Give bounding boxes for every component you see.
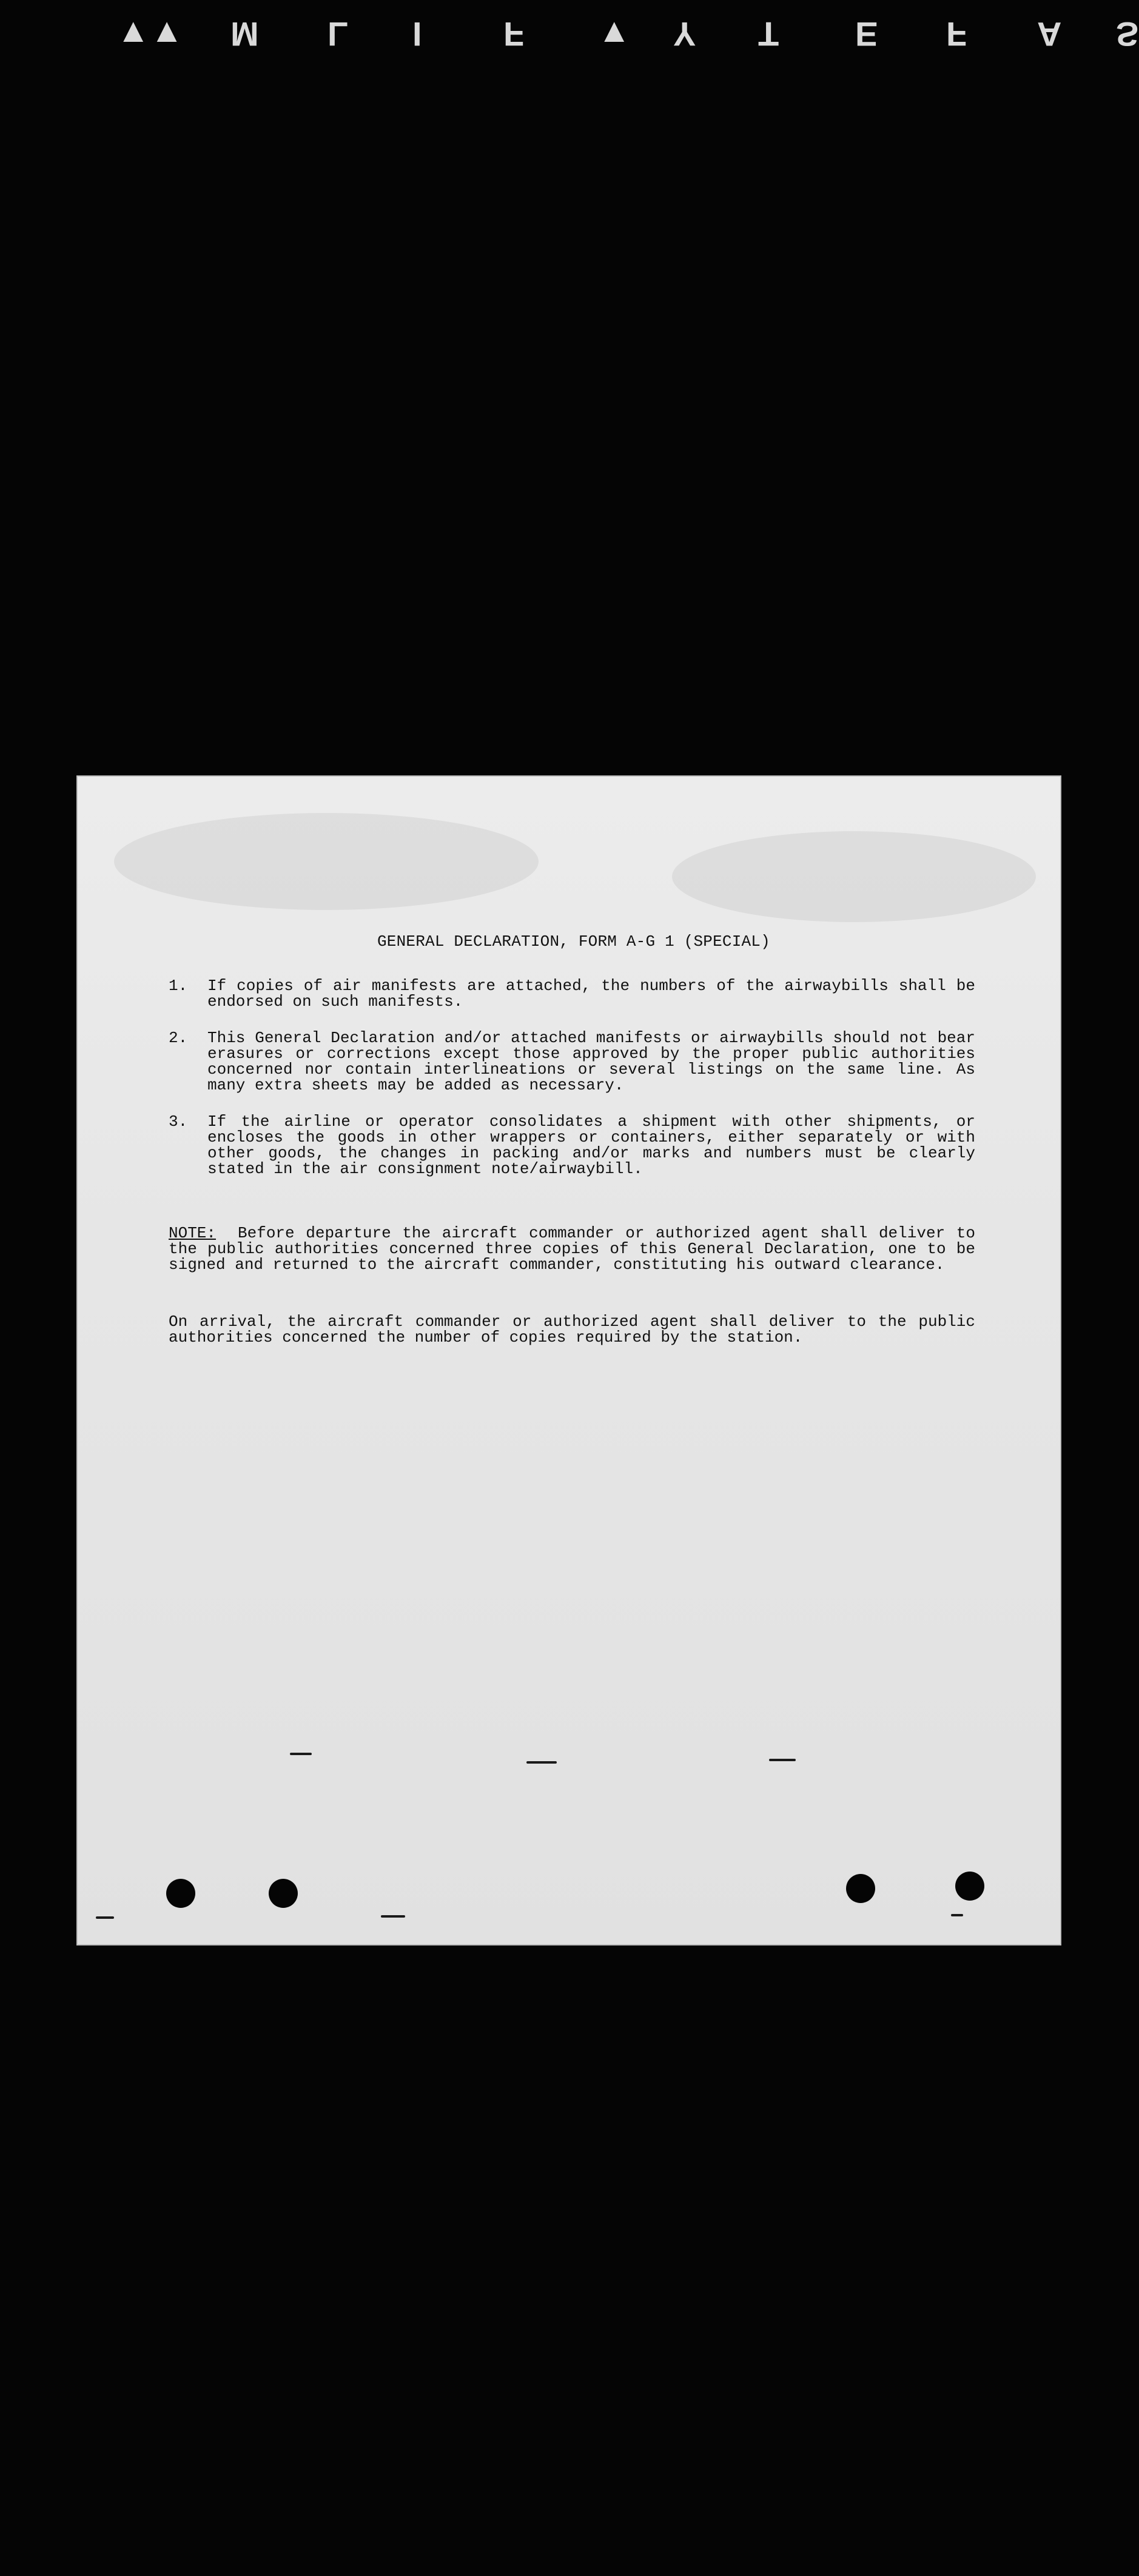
film-edge-mark: ▼ (597, 15, 631, 53)
punch-hole (166, 1879, 195, 1908)
punch-hole (846, 1874, 875, 1903)
punch-hole (955, 1872, 984, 1901)
note-paragraph (169, 1225, 975, 1273)
bleed-through-shadow (114, 813, 539, 910)
film-edge-mark: L (328, 15, 349, 53)
item-text: If the airline or operator consolidates a shipment with other shipments, or encloses the goods in other wrappers or containers, either separately or with other goods, the changes in packing and/or marks and numbers must be clearly stated in the air consignment note/airwaybill. (207, 1112, 975, 1178)
item-number: 2. (169, 1029, 188, 1047)
film-edge-mark: I (412, 15, 422, 53)
instruction-list (169, 978, 975, 1197)
document-title: GENERAL DECLARATION, FORM A-G 1 (SPECIAL) (377, 932, 770, 951)
list-item (169, 1114, 975, 1177)
document-page (78, 777, 1060, 1944)
film-edge-mark: M (230, 15, 259, 53)
item-text: If copies of air manifests are attached, the numbers of the airwaybills shall be endorsed on such manifests. (207, 977, 975, 1011)
film-edge-mark: Y (673, 15, 696, 53)
arrival-paragraph: On arrival, the aircraft commander or authorized agent shall deliver to the public authorities concerned the number of copies required by the station. (169, 1313, 975, 1347)
ink-speck (526, 1761, 557, 1764)
list-item (169, 1030, 975, 1093)
note-label: NOTE: (169, 1224, 217, 1242)
ink-speck (381, 1915, 405, 1918)
ink-speck (290, 1753, 312, 1755)
punch-hole (269, 1879, 298, 1908)
film-edge-mark: T (758, 15, 779, 53)
film-edge-mark: E (855, 15, 878, 53)
item-text: This General Declaration and/or attached manifests or airwaybills should not bear erasures or corrections except those approved by the proper public authorities concerned nor contain interlineations or several listings on the same line. As many extra sheets may be added as necessary. (207, 1029, 975, 1094)
item-number: 1. (169, 977, 188, 995)
item-number: 3. (169, 1112, 188, 1131)
ink-speck (96, 1916, 114, 1919)
film-edge-imprint (0, 0, 1139, 67)
list-item (169, 978, 975, 1009)
film-edge-mark: ▼▼ (116, 15, 184, 53)
film-edge-mark: S (1116, 15, 1139, 53)
film-edge-mark: F (946, 15, 967, 53)
ink-speck (951, 1914, 963, 1916)
ink-speck (769, 1759, 796, 1761)
note-text: Before departure the aircraft commander or authorized agent shall deliver to the public authorities concerned three copies of this General Declaration, one to be signed and returned to the aircraft commander, constituting his outward clearance. (169, 1224, 975, 1274)
bleed-through-shadow (672, 831, 1036, 922)
film-edge-mark: A (1037, 15, 1062, 53)
film-edge-mark: F (503, 15, 525, 53)
